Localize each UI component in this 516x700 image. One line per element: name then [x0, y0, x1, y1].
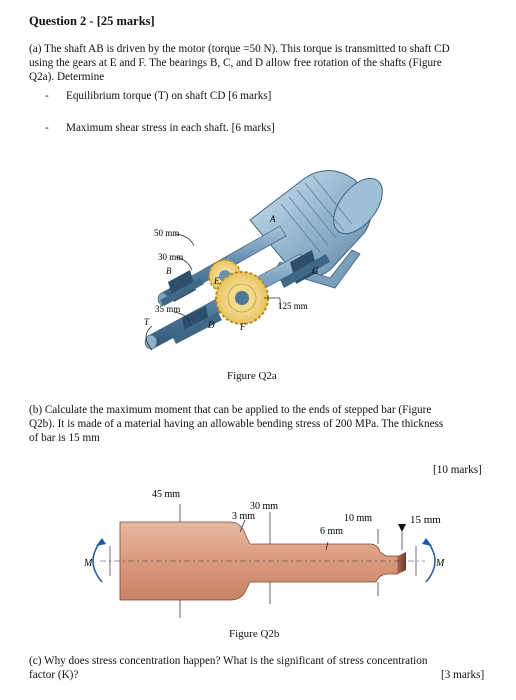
part-a-line-1: (a) The shaft AB is driven by the motor (torque =50 N). This torque is transmitted to shaft CD — [29, 43, 450, 55]
moment-arrow-left-head — [96, 538, 106, 546]
bullet-2-text: Maximum shear stress in each shaft. [6 marks] — [66, 122, 275, 134]
label-a: A — [270, 214, 276, 224]
label-10mm: 10 mm — [344, 513, 373, 524]
part-c-line-2: factor (K)? — [29, 669, 79, 681]
moment-arrow-right — [426, 540, 435, 582]
part-a-line-2: using the gears at E and F. The bearings B, C, and D allow free rotation of the shafts (Figure — [29, 57, 442, 69]
label-125mm: 125 mm — [278, 301, 308, 311]
label-c: C — [312, 266, 319, 276]
figure-q2b-caption: Figure Q2b — [229, 628, 280, 640]
label-15mm: 15 mm — [410, 514, 441, 526]
figure-q2b — [80, 484, 460, 624]
part-c-paragraph — [29, 654, 491, 682]
label-m-left: M — [84, 558, 93, 569]
part-b-line-2: Q2b). It is made of a material having an allowable bending stress of 200 MPa. The thickness — [29, 418, 444, 430]
moment-arrow-right-head — [422, 538, 432, 546]
part-b-paragraph — [29, 403, 491, 445]
part-a-paragraph — [29, 42, 491, 84]
bar-end-face — [398, 552, 406, 574]
bullet-2 — [45, 121, 275, 135]
figure-q2a — [130, 150, 390, 360]
thickness-arrow — [398, 524, 406, 532]
label-b: B — [166, 266, 172, 276]
part-b-line-3: of bar is 15 mm — [29, 432, 100, 444]
bullet-1 — [45, 89, 271, 103]
label-d: D — [208, 320, 215, 330]
part-c-marks: [3 marks] — [441, 669, 485, 681]
label-f: F — [240, 322, 246, 332]
label-t: T — [144, 317, 150, 327]
part-a-line-3: Q2a). Determine — [29, 71, 105, 83]
label-m-right: M — [436, 558, 445, 569]
bullet-dash: - — [45, 122, 49, 134]
bullet-1-text: Equilibrium torque (T) on shaft CD [6 marks] — [66, 90, 272, 102]
label-45mm: 45 mm — [152, 489, 181, 500]
label-e: E — [214, 276, 220, 286]
label-3mm: 3 mm — [232, 511, 256, 522]
part-b-marks: [10 marks] — [433, 464, 482, 476]
figure-q2a-caption: Figure Q2a — [227, 370, 277, 382]
gear-f — [216, 272, 268, 324]
bullet-dash: - — [45, 90, 49, 102]
label-6mm: 6 mm — [320, 526, 344, 537]
label-30mm-b: 30 mm — [250, 501, 279, 512]
part-c-line-1: (c) Why does stress concentration happen? What is the significant of stress concentration — [29, 655, 428, 667]
question-heading: Question 2 - [25 marks] — [29, 14, 155, 28]
label-50mm: 50 mm — [154, 228, 180, 238]
label-30mm: 30 mm — [158, 252, 184, 262]
part-b-line-1: (b) Calculate the maximum moment that can be applied to the ends of stepped bar (Figure — [29, 404, 432, 416]
label-35mm: 35 mm — [155, 304, 181, 314]
